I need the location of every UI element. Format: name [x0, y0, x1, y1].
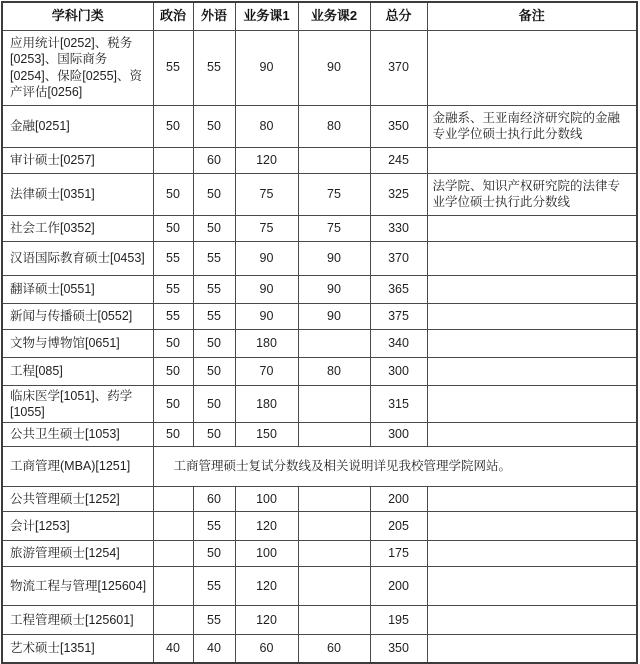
- table-row: [2, 512, 637, 541]
- course1-score: 120: [235, 567, 298, 606]
- total-score: 340: [370, 329, 427, 357]
- politics-score: 50: [153, 357, 193, 385]
- course2-score: [298, 606, 370, 635]
- subject-cell: 临床医学[1051]、药学[1055]: [2, 385, 153, 423]
- total-score: 365: [370, 275, 427, 303]
- course1-score: 90: [235, 275, 298, 303]
- subject-cell: 金融[0251]: [2, 105, 153, 147]
- course2-score: 90: [298, 241, 370, 275]
- table-row: [2, 173, 637, 215]
- header-foreign-language: 外语: [193, 2, 235, 30]
- table-row: [2, 423, 637, 447]
- table-row: [2, 487, 637, 512]
- table-row: [2, 241, 637, 275]
- foreign-score: 50: [193, 173, 235, 215]
- foreign-score: 55: [193, 512, 235, 541]
- politics-score: [153, 567, 193, 606]
- politics-score: 50: [153, 215, 193, 241]
- course1-score: 90: [235, 303, 298, 329]
- subject-cell: 工商管理(MBA)[1251]: [2, 447, 153, 487]
- header-course2: 业务课2: [298, 2, 370, 30]
- course2-score: [298, 423, 370, 447]
- header-politics: 政治: [153, 2, 193, 30]
- politics-score: 55: [153, 30, 193, 105]
- subject-cell: 工程管理硕士[125601]: [2, 606, 153, 635]
- remark-cell: [427, 215, 637, 241]
- remark-cell: [427, 329, 637, 357]
- course1-score: 90: [235, 30, 298, 105]
- foreign-score: 50: [193, 423, 235, 447]
- table-row: [2, 105, 637, 147]
- subject-cell: 艺术硕士[1351]: [2, 635, 153, 663]
- course1-score: 100: [235, 487, 298, 512]
- politics-score: [153, 147, 193, 173]
- total-score: 315: [370, 385, 427, 423]
- course2-score: [298, 512, 370, 541]
- politics-score: [153, 606, 193, 635]
- foreign-score: 40: [193, 635, 235, 663]
- remark-cell: [427, 30, 637, 105]
- politics-score: [153, 541, 193, 567]
- politics-score: 55: [153, 303, 193, 329]
- table-row: [2, 215, 637, 241]
- total-score: 245: [370, 147, 427, 173]
- remark-cell: [427, 635, 637, 663]
- course2-score: [298, 567, 370, 606]
- header-course1: 业务课1: [235, 2, 298, 30]
- course2-score: [298, 385, 370, 423]
- foreign-score: 55: [193, 30, 235, 105]
- course1-score: 80: [235, 105, 298, 147]
- total-score: 300: [370, 423, 427, 447]
- politics-score: 55: [153, 241, 193, 275]
- total-score: 330: [370, 215, 427, 241]
- total-score: 175: [370, 541, 427, 567]
- politics-score: 55: [153, 275, 193, 303]
- foreign-score: 50: [193, 385, 235, 423]
- politics-score: 40: [153, 635, 193, 663]
- foreign-score: 55: [193, 303, 235, 329]
- course1-score: 60: [235, 635, 298, 663]
- course2-score: 80: [298, 105, 370, 147]
- course1-score: 120: [235, 512, 298, 541]
- subject-cell: 公共卫生硕士[1053]: [2, 423, 153, 447]
- admission-score-table: [1, 1, 638, 664]
- table-row: [2, 329, 637, 357]
- remark-cell: [427, 423, 637, 447]
- course1-score: 100: [235, 541, 298, 567]
- course1-score: 120: [235, 147, 298, 173]
- course1-score: 120: [235, 606, 298, 635]
- course2-score: 90: [298, 275, 370, 303]
- table-row: [2, 357, 637, 385]
- header-row: [2, 2, 637, 30]
- foreign-score: 50: [193, 357, 235, 385]
- header-subject: 学科门类: [2, 2, 153, 30]
- remark-cell: [427, 357, 637, 385]
- politics-score: 50: [153, 173, 193, 215]
- total-score: 325: [370, 173, 427, 215]
- course1-score: 150: [235, 423, 298, 447]
- foreign-score: 60: [193, 487, 235, 512]
- politics-score: 50: [153, 329, 193, 357]
- total-score: 205: [370, 512, 427, 541]
- total-score: 200: [370, 487, 427, 512]
- course2-score: 60: [298, 635, 370, 663]
- course1-score: 75: [235, 215, 298, 241]
- table-row: [2, 635, 637, 663]
- total-score: 375: [370, 303, 427, 329]
- course2-score: [298, 147, 370, 173]
- total-score: 200: [370, 567, 427, 606]
- header-remark: 备注: [427, 2, 637, 30]
- foreign-score: 55: [193, 606, 235, 635]
- remark-cell: [427, 241, 637, 275]
- course1-score: 90: [235, 241, 298, 275]
- subject-cell: 物流工程与管理[125604]: [2, 567, 153, 606]
- table-row: [2, 567, 637, 606]
- course2-score: 80: [298, 357, 370, 385]
- course2-score: 75: [298, 173, 370, 215]
- table-row: [2, 147, 637, 173]
- politics-score: 50: [153, 423, 193, 447]
- remark-cell: [427, 385, 637, 423]
- subject-cell: 法律硕士[0351]: [2, 173, 153, 215]
- subject-cell: 汉语国际教育硕士[0453]: [2, 241, 153, 275]
- table-row: [2, 385, 637, 423]
- course2-score: [298, 487, 370, 512]
- header-total: 总分: [370, 2, 427, 30]
- politics-score: 50: [153, 105, 193, 147]
- subject-cell: 新闻与传播硕士[0552]: [2, 303, 153, 329]
- total-score: 350: [370, 635, 427, 663]
- course2-score: 75: [298, 215, 370, 241]
- course2-score: [298, 541, 370, 567]
- course2-score: [298, 329, 370, 357]
- table-row: [2, 541, 637, 567]
- table-row-mba: [2, 447, 637, 487]
- total-score: 350: [370, 105, 427, 147]
- mba-note-cell: 工商管理硕士复试分数线及相关说明详见我校管理学院网站。: [153, 447, 637, 487]
- subject-cell: 文物与博物馆[0651]: [2, 329, 153, 357]
- total-score: 370: [370, 241, 427, 275]
- subject-cell: 公共管理硕士[1252]: [2, 487, 153, 512]
- foreign-score: 50: [193, 329, 235, 357]
- politics-score: [153, 512, 193, 541]
- subject-cell: 社会工作[0352]: [2, 215, 153, 241]
- subject-cell: 会计[1253]: [2, 512, 153, 541]
- course1-score: 75: [235, 173, 298, 215]
- politics-score: 50: [153, 385, 193, 423]
- subject-cell: 应用统计[0252]、税务[0253]、国际商务[0254]、保险[0255]、资产评估[0256]: [2, 30, 153, 105]
- remark-cell: 金融系、王亚南经济研究院的金融专业学位硕士执行此分数线: [427, 105, 637, 147]
- table-row: [2, 606, 637, 635]
- course2-score: 90: [298, 30, 370, 105]
- foreign-score: 55: [193, 567, 235, 606]
- course1-score: 180: [235, 385, 298, 423]
- remark-cell: [427, 567, 637, 606]
- course2-score: 90: [298, 303, 370, 329]
- subject-cell: 旅游管理硕士[1254]: [2, 541, 153, 567]
- total-score: 195: [370, 606, 427, 635]
- remark-cell: 法学院、知识产权研究院的法律专业学位硕士执行此分数线: [427, 173, 637, 215]
- foreign-score: 50: [193, 105, 235, 147]
- remark-cell: [427, 303, 637, 329]
- table-row: [2, 275, 637, 303]
- remark-cell: [427, 512, 637, 541]
- politics-score: [153, 487, 193, 512]
- remark-cell: [427, 275, 637, 303]
- course1-score: 70: [235, 357, 298, 385]
- table-row: [2, 30, 637, 105]
- foreign-score: 50: [193, 215, 235, 241]
- total-score: 370: [370, 30, 427, 105]
- foreign-score: 55: [193, 241, 235, 275]
- subject-cell: 翻译硕士[0551]: [2, 275, 153, 303]
- remark-cell: [427, 541, 637, 567]
- table-row: [2, 303, 637, 329]
- remark-cell: [427, 487, 637, 512]
- course1-score: 180: [235, 329, 298, 357]
- foreign-score: 60: [193, 147, 235, 173]
- remark-cell: [427, 147, 637, 173]
- foreign-score: 50: [193, 541, 235, 567]
- total-score: 300: [370, 357, 427, 385]
- subject-cell: 工程[085]: [2, 357, 153, 385]
- subject-cell: 审计硕士[0257]: [2, 147, 153, 173]
- foreign-score: 55: [193, 275, 235, 303]
- remark-cell: [427, 606, 637, 635]
